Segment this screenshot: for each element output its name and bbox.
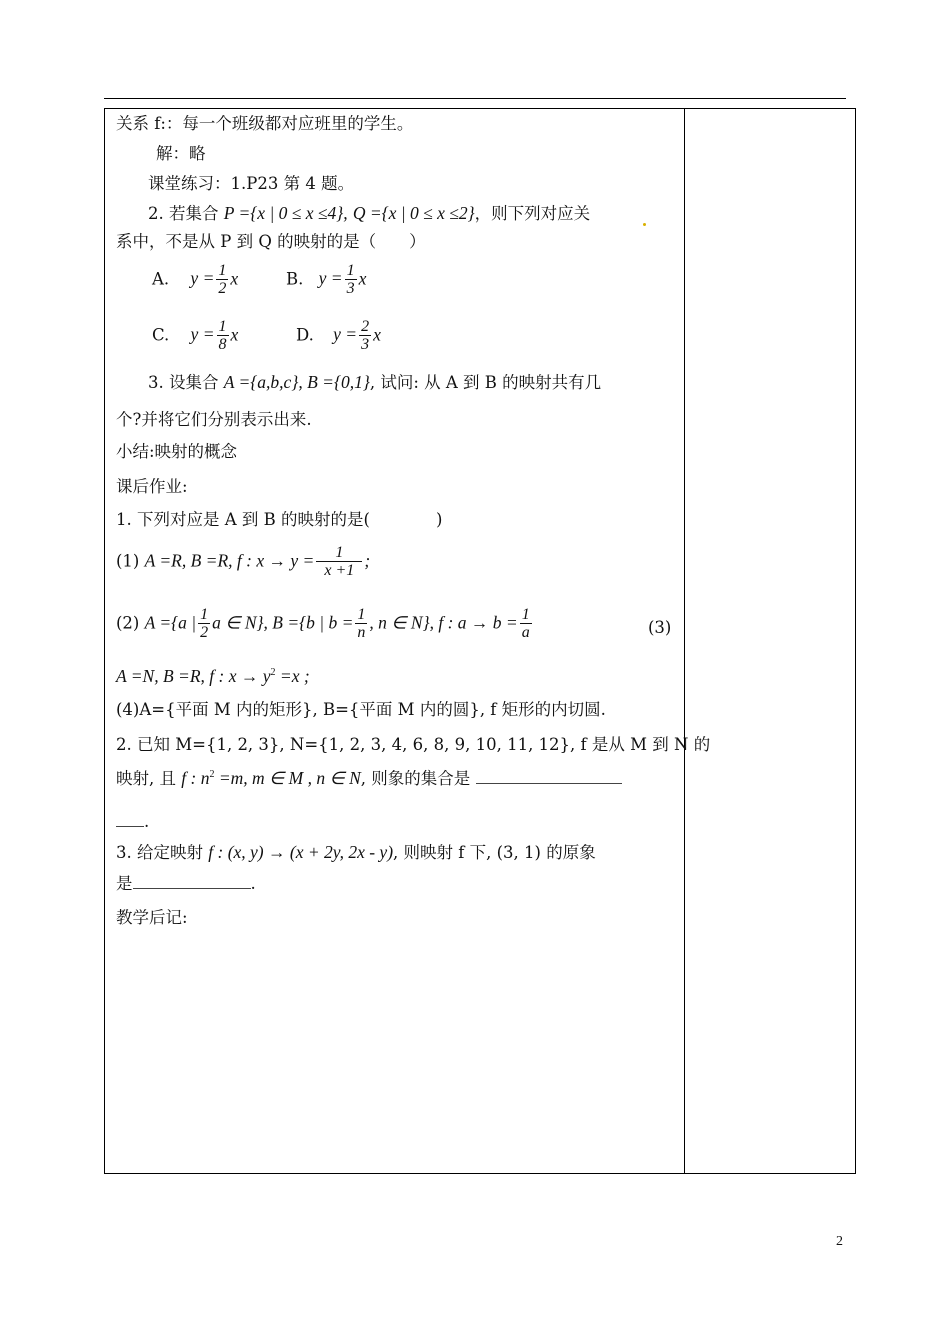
option-b: B. y = $\frac{1}{3}$ x — [286, 262, 367, 298]
fraction: $\frac{1}{n}$ — [357, 606, 366, 642]
homework-q1-part4: (4)A={平面 M 内的矩形}, B={平面 M 内的圆}, f 矩形的内切圆. — [116, 700, 606, 719]
annotation-dot — [643, 223, 646, 226]
set-p: P ={x | 0 ≤ x ≤4}, — [223, 203, 348, 223]
homework-title: 课后作业: — [116, 477, 188, 496]
set-a-b: A ={a,b,c}, B ={0,1} — [223, 372, 370, 392]
homework-q2-line3: . — [116, 812, 149, 832]
answer-blank[interactable] — [133, 874, 251, 889]
option-c: C. y = $\frac{1}{8}$ x — [152, 318, 239, 354]
homework-q2-line1: 2. 已知 M={1, 2, 3}, N={1, 2, 3, 4, 6, 8, 9, 10, 11, 12}, f 是从 M 到 N 的 — [116, 735, 711, 754]
homework-q2-line2: 映射, 且 f : $n^2 =m$, m ∈ M , n ∈ N, 则象的集合是 — [116, 768, 622, 789]
fraction: $\frac{1}{2}$ — [218, 262, 227, 298]
homework-q3-line2: 是 . — [116, 874, 256, 893]
header-rule — [104, 98, 846, 99]
solution-line: 解：略 — [156, 144, 206, 163]
answer-blank-continued[interactable] — [116, 812, 144, 827]
fraction: $\frac{2}{3}$ — [361, 318, 370, 354]
q3-line2: 个?并将它们分别表示出来. — [116, 410, 312, 429]
homework-q1-stem: 1. 下列对应是 A 到 B 的映射的是( ) — [116, 510, 443, 529]
summary: 小结:映射的概念 — [116, 442, 238, 461]
homework-q3-line1: 3. 给定映射 f : (x, y) → (x + 2y, 2x - y), 则映射 f 下, (3, 1) 的原象 — [116, 842, 596, 862]
option-d: D. y = $\frac{2}{3}$ x — [296, 318, 381, 354]
fraction: $\frac{1}{2}$ — [200, 606, 209, 642]
option-a: A. y = $\frac{1}{2}$ x — [152, 262, 239, 298]
table-column-divider — [684, 108, 685, 1174]
homework-q1-part3-label: (3) — [648, 618, 672, 637]
homework-q1-part1: (1) A =R, B =R, f : x → y = $\frac{1}{x +1}$ ; — [116, 544, 371, 580]
afterword: 教学后记: — [116, 908, 188, 927]
fraction: $\frac{1}{x +1}$ — [316, 544, 362, 580]
homework-q1-part3: A =N, B =R, f : $x \to y^2 =x$ ; — [116, 666, 310, 686]
relation-prefix: 关系 f: — [116, 114, 166, 133]
page-number: 2 — [836, 1234, 843, 1249]
q2-stem-line2: 系中，不是从 P 到 Q 的映射的是（ ） — [116, 232, 426, 251]
q2-stem-line1: 2. 若集合 P ={x | 0 ≤ x ≤4}, Q ={x | 0 ≤ x ≤2}，则下列对应关 — [148, 203, 590, 224]
classwork-intro: 课堂练习：1.P23 第 4 题。 — [148, 174, 355, 193]
set-q: Q ={x | 0 ≤ x ≤2} — [352, 203, 475, 223]
answer-blank[interactable] — [476, 769, 622, 784]
fraction: $\frac{1}{3}$ — [346, 262, 355, 298]
q3-line1: 3. 设集合 A ={a,b,c}, B ={0,1}, 试问: 从 A 到 B 的映射共有几 — [148, 372, 602, 392]
relation-line — [116, 114, 413, 134]
homework-q1-part2: (2) A ={a | $\frac{1}{2}$ a ∈ N}, B ={b | b = $\frac{1}{n}$ , n ∈ N}, f : a → b = $\frac{1}{a}$ — [116, 606, 530, 642]
fraction: $\frac{1}{8}$ — [218, 318, 227, 354]
relation-text: ：每一个班级都对应班里的学生。 — [165, 114, 414, 133]
fraction: $\frac{1}{a}$ — [521, 606, 530, 642]
